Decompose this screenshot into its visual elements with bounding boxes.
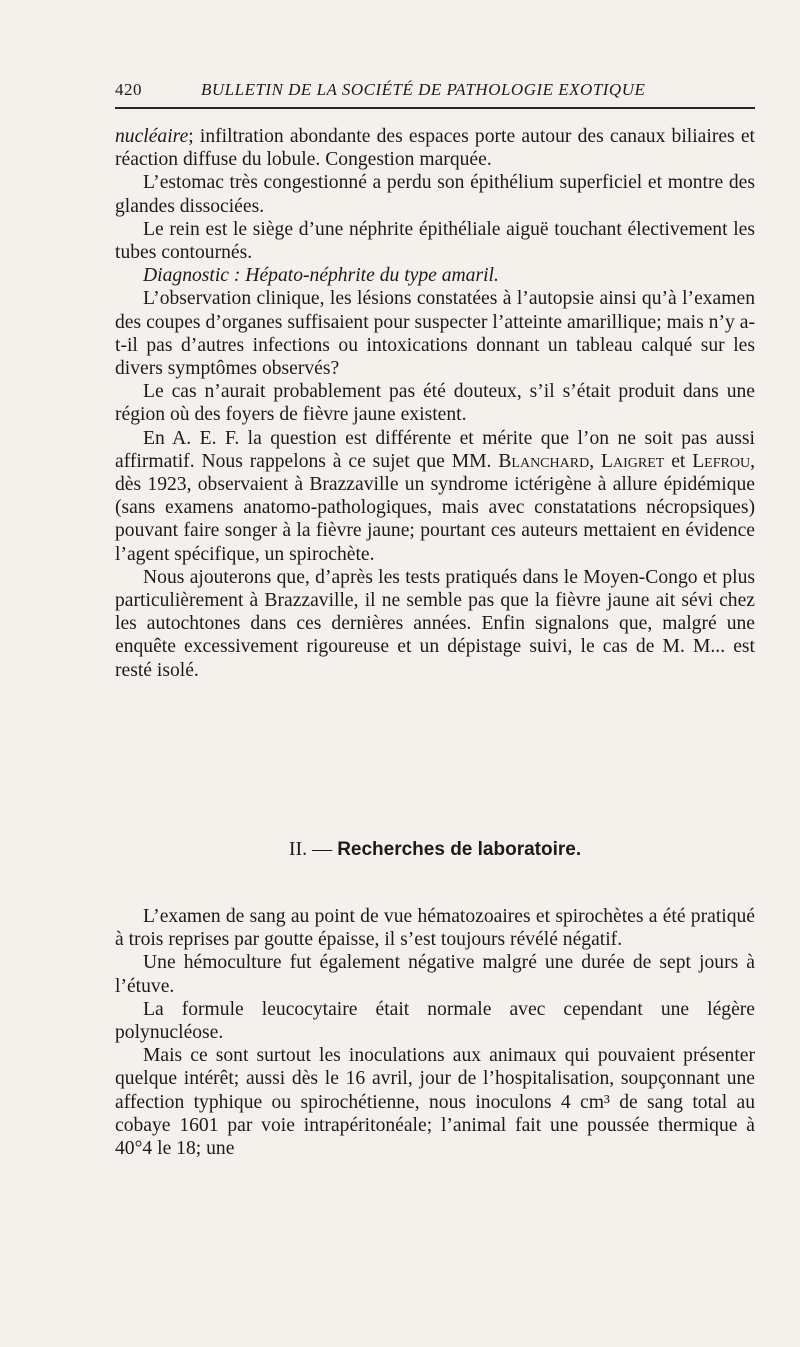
author-laigret: Laigret (601, 450, 665, 472)
running-title: BULLETIN DE LA SOCIÉTÉ DE PATHOLOGIE EXOTIQUE (201, 80, 646, 99)
paragraph-diagnostic: Diagnostic : Hépato-néphrite du type amaril. (143, 265, 499, 287)
paragraph-2: L’estomac très congestionné a perdu son épithélium superficiel et montre des glandes dissociées. (115, 172, 755, 217)
paragraph-1-text: ; infiltration abondante des espaces porte autour des canaux biliaires et réaction diffuse du lobule. Congestion marquée. (115, 126, 755, 171)
body-text-lower (115, 905, 755, 1160)
paragraph-3: Le rein est le siège d’une néphrite épithéliale aiguë touchant électivement les tubes contournés. (115, 218, 755, 264)
paragraph-7-text-a: En A. E. F. la question est différente et mérite que l’on ne soit pas aussi affirmatif. Nous rappelons à ce sujet que MM. (115, 427, 755, 472)
paragraph-12: Mais ce sont surtout les inoculations aux animaux qui pouvaient présenter quelque intérêt; aussi dès le 16 avril, jour de l’hospitalisation, soupçonnant une affection typhique ou spirochétienne, nous inoculons 4 cm³ de sang total au cobaye 1601 par voie intrapéritonéale; l’animal fait une poussée thermique à 40°4 le 18; une (115, 1045, 755, 1160)
paragraph-7-text-b: , (589, 450, 595, 472)
paragraph-5: L’observation clinique, les lésions constatées à l’autopsie ainsi qu’à l’examen des coupes d’organes suffisaient pour suspecter l’atteinte amarillique; mais n’y a-t-il pas d’autres infections ou intoxications donnant un tableau calqué sur les divers symptômes observés? (115, 288, 755, 380)
paragraph-7 (115, 427, 755, 566)
body-text-upper (115, 125, 755, 682)
header-rule (115, 107, 755, 109)
paragraph-9: L’examen de sang au point de vue hématozoaires et spirochètes a été pratiqué à trois reprises par goutte épaisse, il s’est toujours révélé négatif. (115, 906, 755, 951)
italic-term: nucléaire (115, 126, 189, 147)
paragraph-8: Nous ajouterons que, d’après les tests pratiqués dans le Moyen-Congo et plus particulièrement à Brazzaville, il ne semble pas que la fièvre jaune ait sévi chez les autochtones dans ces dernières années. Enfin signalons que, malgré une enquête excessivement rigoureuse et un dépistage suivi, le cas de M. M... est resté isolé. (115, 566, 755, 681)
section-heading (115, 838, 755, 861)
paragraph-10: Une hémoculture fut également négative malgré une durée de sept jours à l’étuve. (115, 952, 755, 997)
paragraph-7-text-d: , dès 1923, observaient à Brazzaville un syndrome ictérigène à allure épidémique (sans examens anatomo-pathologiques, mais avec constatations nécropsiques) pouvant faire songer à la fièvre jaune; pourtant ces auteurs mettaient en évidence l’agent spécifique, un spirochète. (115, 450, 755, 565)
paragraph-6: Le cas n’aurait probablement pas été douteux, s’il s’était produit dans une région où des foyers de fièvre jaune existent. (115, 381, 755, 426)
author-lefrou: Lefrou (692, 450, 751, 472)
paragraph-1 (115, 125, 755, 171)
paragraph-11: La formule leucocytaire était normale avec cependant une légère polynucléose. (115, 998, 755, 1044)
section-numeral: II. — (288, 838, 333, 860)
running-header (115, 76, 755, 106)
author-blanchard: Blanchard (498, 450, 590, 472)
section-title: Recherches de laboratoire. (337, 839, 582, 860)
paragraph-7-text-c: et (671, 450, 686, 472)
page-number: 420 (115, 80, 142, 99)
